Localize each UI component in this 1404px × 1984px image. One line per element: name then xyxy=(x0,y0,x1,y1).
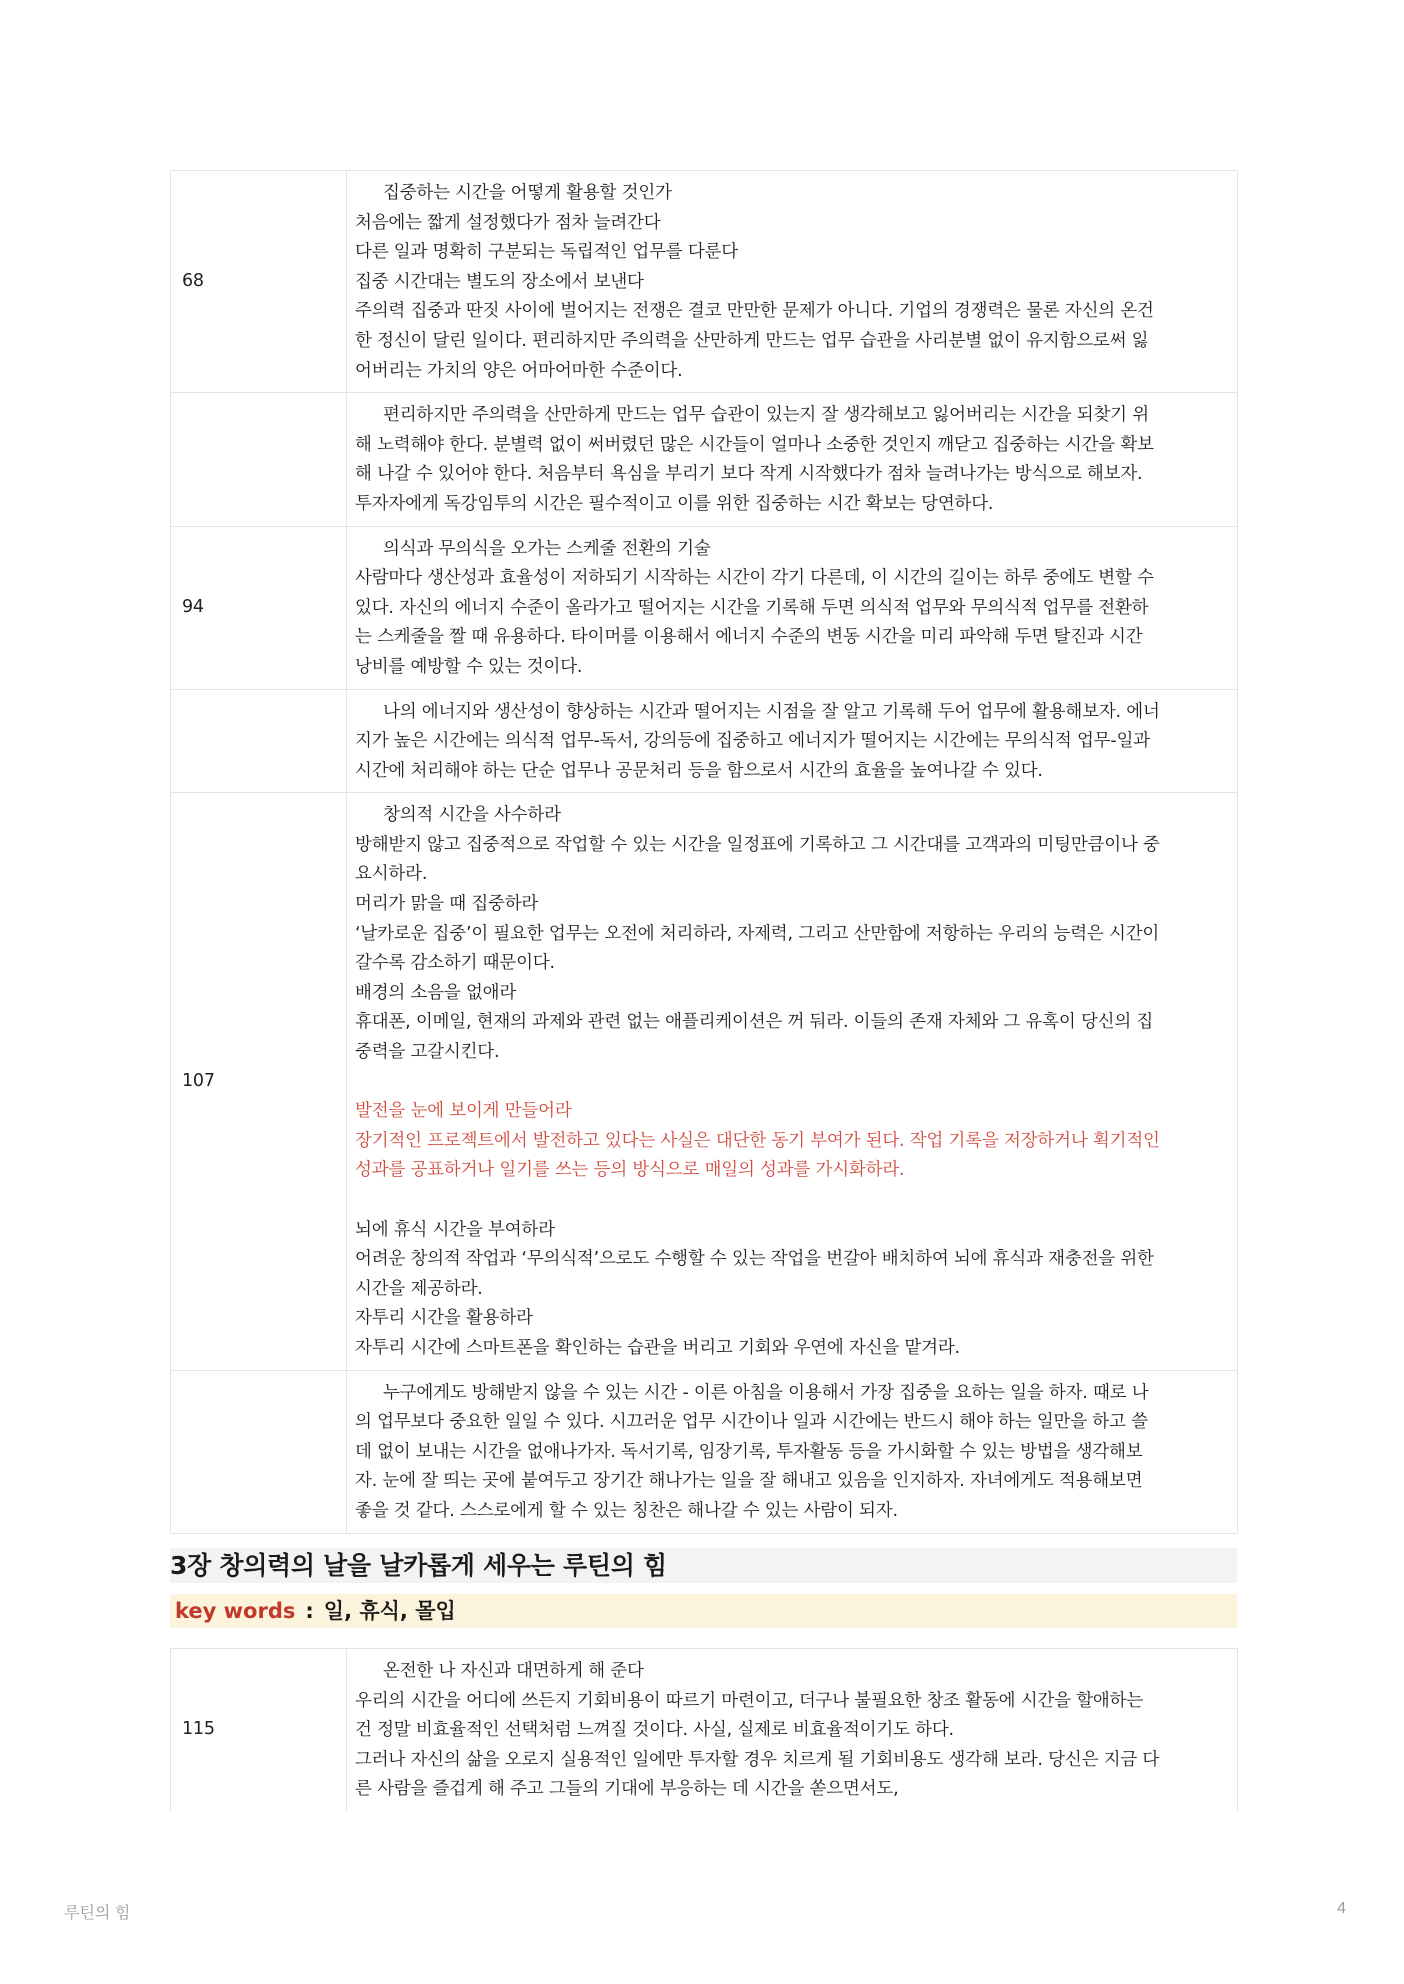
note-line: 휴대폰, 이메일, 현재의 과제와 관련 없는 애플리케이션은 꺼 둬라. 이들의 존재 자체와 그 유혹이 당신의 집 xyxy=(355,1012,1154,1033)
reading-notes-table-continued xyxy=(170,1648,1238,1811)
keywords-bar xyxy=(170,1594,1237,1628)
page-reference: 68 xyxy=(171,171,347,393)
note-line: ‘날카로운 집중’이 필요한 업무는 오전에 처리하라, 자제력, 그리고 산만함에 저항하는 우리의 능력은 시간이 xyxy=(355,923,1160,944)
note-line: 시간에 처리해야 하는 단순 업무나 공문처리 등을 함으로서 시간의 효율을 높여나갈 수 있다. xyxy=(355,760,1043,781)
note-line: 자투리 시간을 활용하라 xyxy=(355,1308,533,1329)
note-line: 머리가 맑을 때 집중하라 xyxy=(355,894,539,915)
note-line: 건 정말 비효율적인 선택처럼 느껴질 것이다. 사실, 실제로 비효율적이기도 하다. xyxy=(355,1720,954,1741)
note-line: 는 스케줄을 짤 때 유용하다. 타이머를 이용해서 에너지 수준의 변동 시간을 미리 파악해 두면 탈진과 시간 xyxy=(355,627,1143,648)
note-line: 시간을 제공하라. xyxy=(355,1278,483,1299)
note-row xyxy=(171,1370,1238,1533)
note-row xyxy=(171,526,1238,689)
note-line: 뇌에 휴식 시간을 부여하라 xyxy=(355,1219,555,1240)
note-line: 지가 높은 시간에는 의식적 업무-독서, 강의등에 집중하고 에너지가 떨어지는 시간에는 무의식적 업무-일과 xyxy=(355,731,1150,752)
note-line: 요시하라. xyxy=(355,864,428,885)
note-line: 한 정신이 달린 일이다. 편리하지만 주의력을 산만하게 만드는 업무 습관을 사리분별 없이 유지함으로써 잃 xyxy=(355,330,1149,351)
note-row xyxy=(171,793,1238,1370)
note-text xyxy=(347,526,1238,689)
note-line: 우리의 시간을 어디에 쓰든지 기회비용이 따르기 마련이고, 더구나 불필요한 창조 활동에 시간을 할애하는 xyxy=(355,1690,1144,1711)
note-line: 사람마다 생산성과 효율성이 저하되기 시작하는 시간이 각기 다른데, 이 시간의 길이는 하루 중에도 변할 수 xyxy=(355,568,1154,589)
note-line: 의 업무보다 중요한 일일 수 있다. 시끄러운 업무 시간이나 일과 시간에는 반드시 해야 하는 일만을 하고 쓸 xyxy=(355,1412,1148,1433)
note-text xyxy=(347,793,1238,1370)
note-line: 해 노력해야 한다. 분별력 없이 써버렸던 많은 시간들이 얼마나 소중한 것인지 깨닫고 집중하는 시간을 확보 xyxy=(355,434,1154,455)
keywords-separator: : xyxy=(305,1599,314,1623)
note-text xyxy=(347,689,1238,793)
note-line: 집중 시간대는 별도의 장소에서 보낸다 xyxy=(355,271,644,292)
note-line: 처음에는 짧게 설정했다가 점차 늘려간다 xyxy=(355,212,661,233)
note-line: 발전을 눈에 보이게 만들어라 xyxy=(355,1101,572,1122)
note-heading: 창의적 시간을 사수하라 xyxy=(383,805,561,826)
note-line: 좋을 것 같다. 스스로에게 할 수 있는 칭찬은 해나갈 수 있는 사람이 되자. xyxy=(355,1500,898,1521)
note-line: 주의력 집중과 딴짓 사이에 벌어지는 전쟁은 결코 만만한 문제가 아니다. 기업의 경쟁력은 물론 자신의 온건 xyxy=(355,301,1154,322)
note-line: 있다. 자신의 에너지 수준이 올라가고 떨어지는 시간을 기록해 두면 의식적 업무와 무의식적 업무를 전환하 xyxy=(355,597,1149,618)
page-reference: 115 xyxy=(171,1649,347,1811)
note-row xyxy=(171,689,1238,793)
chapter-title: 3장 창의력의 날을 날카롭게 세우는 루틴의 힘 xyxy=(170,1551,667,1580)
page-reference: 94 xyxy=(171,526,347,689)
keywords-value: 일, 휴식, 몰입 xyxy=(323,1599,456,1623)
note-line: 갈수록 감소하기 때문이다. xyxy=(355,953,555,974)
note-line: 투자자에게 독강임투의 시간은 필수적이고 이를 위한 집중하는 시간 확보는 당연하다. xyxy=(355,493,994,514)
note-heading: 의식과 무의식을 오가는 스케줄 전환의 기술 xyxy=(383,538,711,559)
page-reference xyxy=(171,1370,347,1533)
note-line: 성과를 공표하거나 일기를 쓰는 등의 방식으로 매일의 성과를 가시화하라. xyxy=(355,1160,905,1181)
note-line: 어버리는 가치의 양은 어마어마한 수준이다. xyxy=(355,360,683,381)
footer-title: 루틴의 힘 xyxy=(64,1905,131,1922)
note-text xyxy=(347,171,1238,393)
note-text xyxy=(347,393,1238,526)
note-line: 장기적인 프로젝트에서 발전하고 있다는 사실은 대단한 동기 부여가 된다. 작업 기록을 저장하거나 획기적인 xyxy=(355,1130,1160,1151)
note-heading: 편리하지만 주의력을 산만하게 만드는 업무 습관이 있는지 잘 생각해보고 잃어버리는 시간을 되찾기 위 xyxy=(383,405,1149,426)
note-line: 중력을 고갈시킨다. xyxy=(355,1042,500,1063)
note-heading: 누구에게도 방해받지 않을 수 있는 시간 - 이른 아침을 이용해서 가장 집중을 요하는 일을 하자. 때로 나 xyxy=(383,1382,1149,1403)
note-line: 른 사람을 즐겁게 해 주고 그들의 기대에 부응하는 데 시간을 쏟으면서도, xyxy=(355,1779,899,1800)
note-heading: 나의 에너지와 생산성이 향상하는 시간과 떨어지는 시점을 잘 알고 기록해 두어 업무에 활용해보자. 에너 xyxy=(383,701,1160,722)
note-line: 다른 일과 명확히 구분되는 독립적인 업무를 다룬다 xyxy=(355,242,738,263)
blank-line xyxy=(355,1068,1229,1098)
page-reference xyxy=(171,689,347,793)
note-line: 배경의 소음을 없애라 xyxy=(355,982,517,1003)
note-line: 낭비를 예방할 수 있는 것이다. xyxy=(355,656,583,677)
note-line: 방해받지 않고 집중적으로 작업할 수 있는 시간을 일정표에 기록하고 그 시간대를 고객과의 미팅만큼이나 중 xyxy=(355,834,1160,855)
note-heading: 집중하는 시간을 어떻게 활용할 것인가 xyxy=(383,183,672,203)
page-number: 4 xyxy=(1337,1900,1346,1917)
note-heading: 온전한 나 자신과 대면하게 해 준다 xyxy=(383,1661,644,1681)
page-reference: 107 xyxy=(171,793,347,1370)
note-text xyxy=(347,1649,1238,1811)
keywords-label: key words xyxy=(175,1599,296,1623)
page-reference xyxy=(171,393,347,526)
chapter-heading xyxy=(170,1548,1237,1583)
note-line: 데 없이 보내는 시간을 없애나가자. 독서기록, 임장기록, 투자활동 등을 가시화할 수 있는 방법을 생각해보 xyxy=(355,1441,1143,1462)
note-text xyxy=(347,1370,1238,1533)
note-line: 자. 눈에 잘 띄는 곳에 붙여두고 장기간 해나가는 일을 잘 해내고 있음을 인지하자. 자녀에게도 적용해보면 xyxy=(355,1471,1143,1492)
note-row xyxy=(171,1649,1238,1811)
note-line: 어려운 창의적 작업과 ‘무의식적’으로도 수행할 수 있는 작업을 번갈아 배치하여 뇌에 휴식과 재충전을 위한 xyxy=(355,1249,1154,1270)
note-line: 그러나 자신의 삶을 오로지 실용적인 일에만 투자할 경우 치르게 될 기회비용도 생각해 보라. 당신은 지금 다 xyxy=(355,1749,1160,1770)
note-row xyxy=(171,393,1238,526)
note-line: 자투리 시간에 스마트폰을 확인하는 습관을 버리고 기회와 우연에 자신을 맡겨라. xyxy=(355,1337,960,1358)
blank-line xyxy=(355,1186,1229,1216)
note-row xyxy=(171,171,1238,393)
note-line: 해 나갈 수 있어야 한다. 처음부터 욕심을 부리기 보다 작게 시작했다가 점차 늘려나가는 방식으로 해보자. xyxy=(355,464,1143,485)
reading-notes-table xyxy=(170,170,1238,1534)
